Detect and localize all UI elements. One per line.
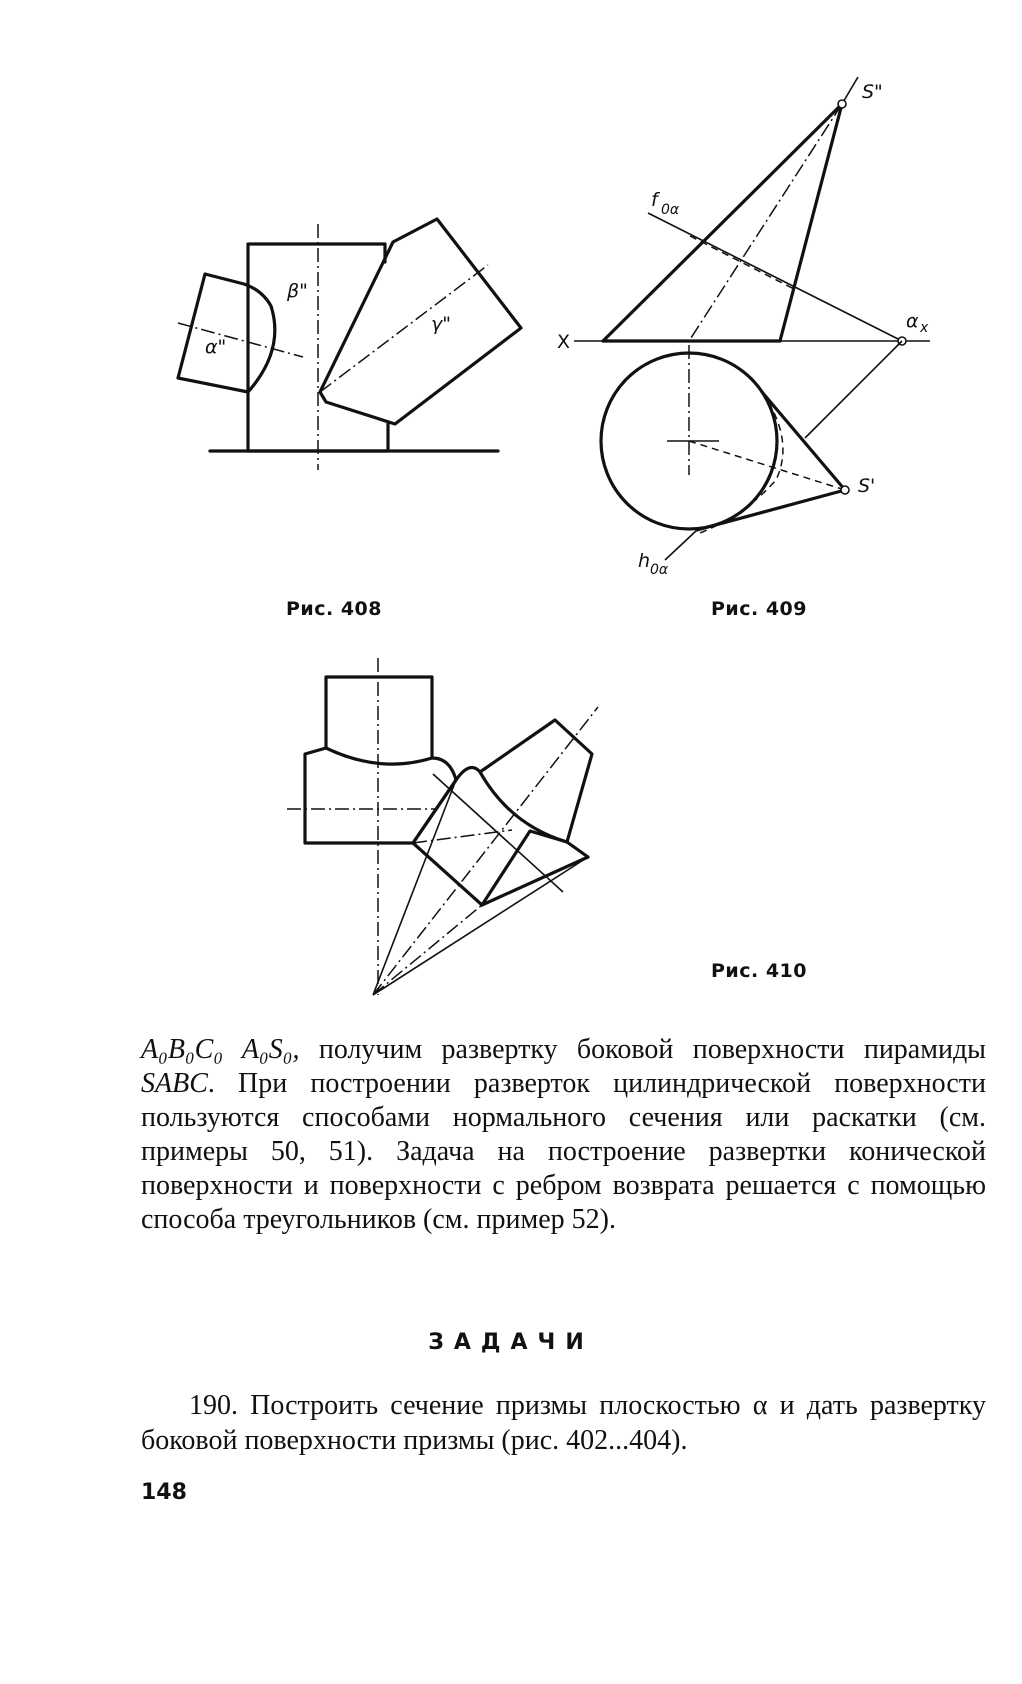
gamma-label: γ" (431, 313, 451, 335)
cone-axis (373, 707, 598, 995)
trace-f0a (648, 213, 902, 341)
page-number: 148 (141, 1480, 187, 1505)
h0a-subscript: 0α (650, 562, 669, 578)
cone-front-view (603, 104, 842, 341)
trace-h0a-lower (665, 530, 697, 560)
paragraph-text-2: . При построении разверток цилиндрической поверхности пользуются способами нормального сечения или раскатки (см. примеры 50, 51). Задача на построение развертки конической поверхности и поверхности с ребром возврата решается с помощью способа треугольников (см. пример 52). (141, 1068, 986, 1235)
tangent-lower (697, 490, 845, 530)
point-s2 (838, 100, 846, 108)
lower-edge (413, 843, 482, 905)
section-heading: ЗАДАЧИ (428, 1330, 594, 1355)
figure-410-drawing (0, 640, 1022, 1020)
horizontal-cylinder (305, 748, 413, 843)
ax-label: α (906, 310, 919, 332)
trace-f0a-hidden (690, 236, 794, 289)
point-s1 (841, 486, 849, 494)
figure-409-caption: Рис. 409 (711, 598, 807, 620)
figure-410 (0, 640, 1022, 1020)
inclined-cylinder-outline (480, 720, 592, 905)
x-axis-label: X (557, 331, 571, 353)
f0a-label: f (651, 189, 658, 211)
s1-label: S' (858, 475, 876, 497)
formula-a0b0c0: A₀B₀C₀ A₀S₀, (141, 1034, 300, 1065)
top-cylinder (326, 677, 432, 758)
cone-line-2 (373, 857, 588, 995)
s2-label: S" (862, 81, 883, 103)
inclined-intersection (480, 772, 567, 842)
cone-line-1 (373, 780, 456, 995)
ax-subscript: x (920, 320, 929, 336)
cone-line-3 (373, 905, 482, 995)
beta-label: β" (287, 280, 308, 302)
paragraph-text-1: получим развертку боковой поверхности пирамиды (299, 1034, 986, 1065)
figure-409-drawing (0, 0, 1022, 620)
formula-sabc: SABC (141, 1068, 208, 1099)
lower-right-edge (567, 842, 588, 857)
tangent-upper (762, 392, 845, 490)
inclined-left-edge (413, 758, 456, 843)
body-paragraph (141, 1033, 986, 1237)
top-cylinder-intersection (326, 748, 432, 764)
cone-front-axis (689, 104, 842, 341)
figure-410-caption: Рис. 410 (711, 960, 807, 982)
h0a-label: h (638, 550, 651, 572)
f0a-subscript: 0α (661, 202, 680, 218)
alpha-label: α" (205, 336, 227, 358)
inclined-top-join (456, 768, 480, 781)
figure-409 (0, 0, 1022, 620)
problem-190: 190. Построить сечение призмы плоскостью α и дать развертку боковой поверхности призмы (рис. 402...404). (141, 1390, 986, 1456)
figure-408-caption: Рис. 408 (286, 598, 382, 620)
trace-h0a (805, 341, 902, 438)
